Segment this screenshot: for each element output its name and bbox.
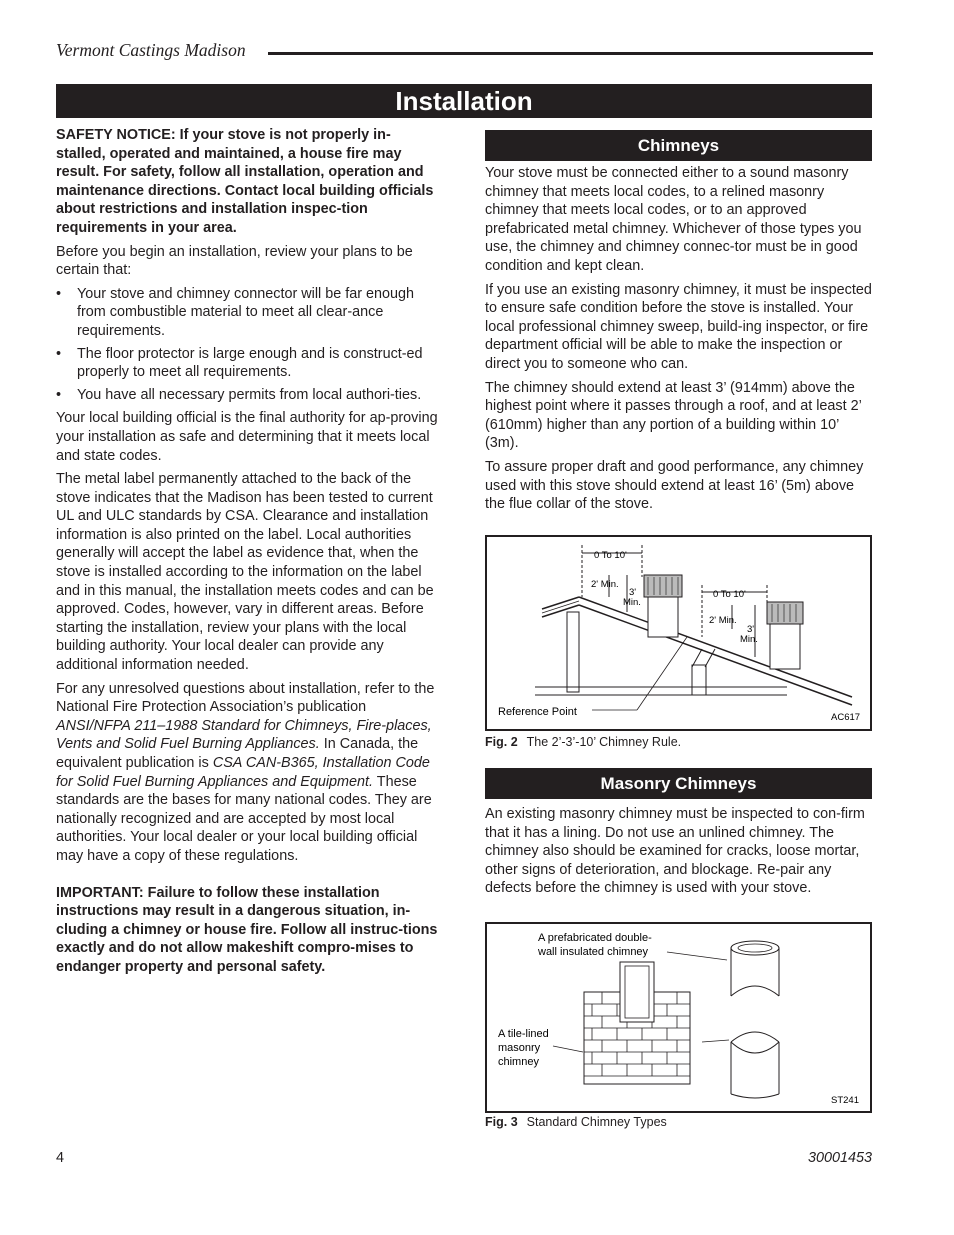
label-3-right: 3': [747, 624, 755, 635]
chimneys-paragraph-1: Your stove must be connected either to a sound masonry chimney that meets local codes, to a relined masonry chimney that meets local codes, or to an approved prefabricated metal chimney. Whichever of those types you use, the chimney and chimney connec-tor must be in good condition and kept clean.: [485, 165, 862, 274]
manual-title: Vermont Castings Madison: [56, 40, 246, 60]
label-reference-point: Reference Point: [498, 706, 577, 718]
label-min-left: Min.: [623, 597, 641, 608]
intro-paragraph: Before you begin an installation, review your plans to be certain that:: [56, 243, 413, 279]
label-3-left: 3': [629, 587, 637, 598]
figure-2-caption: Fig. 2 The 2’-3’-10’ Chimney Rule.: [485, 735, 682, 749]
header-rule: [268, 52, 873, 55]
label-0-to-10-left: 0 To 10': [594, 550, 627, 561]
requirements-list: [56, 285, 438, 405]
bullet-icon: •: [56, 386, 62, 403]
document-number: 30001453: [807, 1150, 872, 1166]
label-tile-line-2: masonry: [498, 1042, 541, 1054]
label-2-min-right: 2' Min.: [709, 615, 737, 626]
chimneys-paragraph-2: If you use an existing masonry chimney, it must be inspected to ensure safe condition before the stove is installed. Your local professional chimney sweep, build-ing inspector, or fire department official will be able to make the inspection or direct you to someone who can.: [485, 281, 872, 372]
page-number: 4: [56, 1150, 65, 1166]
section-title-installation: Installation: [56, 84, 872, 118]
list-item: • You have all necessary permits from local authori-ties.: [56, 386, 422, 403]
label-0-to-10-right: 0 To 10': [713, 589, 746, 600]
chimney-rule-diagram: [487, 537, 870, 729]
label-min-right: Min.: [740, 634, 758, 645]
label-paragraph: The metal label permanently attached to the back of the stove indicates that the Madison has been tested to current UL and ULC standards by CSA. Clearance and installation information is also printed on the label. Local authorities generally will accept the label as evidence that, when the stove is installed according to the information on the label and in this manual, the installation meets codes and can be approved. Codes, however, vary in different areas. Before starting the installation, review your plans with the local building authority. Your local dealer can provide any additional information needed.: [56, 471, 434, 674]
bullet-icon: •: [56, 285, 62, 302]
section-heading-masonry-chimneys: Masonry Chimneys: [485, 768, 872, 799]
chimney-types-diagram: [487, 924, 870, 1111]
safety-notice: SAFETY NOTICE: If your stove is not properly in-stalled, operated and maintained, a house fire may result. For safety, follow all installation, operation and maintenance directions. Contact local building officials about restrictions and installation inspec-tion requirements in your area.: [56, 127, 434, 236]
figure-chimney-rule: [485, 535, 872, 731]
list-item: • The floor protector is large enough and is construct-ed properly to meet all requirements.: [56, 345, 423, 381]
chimneys-paragraph-3: The chimney should extend at least 3’ (914mm) above the highest point where it passes through a roof, and at least 2’ (610mm) higher than any portion of a building within 10’ (3m).: [485, 379, 862, 452]
important-notice: IMPORTANT: Failure to follow these installation instructions may result in a dangerous situation, in-cluding a chimney or house fire. Follow all instruc-tions exactly and do not allow makeshift compro-mises to endanger property and personal safety.: [56, 884, 438, 975]
figure-3-caption: Fig. 3 Standard Chimney Types: [485, 1115, 667, 1129]
masonry-text: [485, 805, 872, 903]
figure-code: AC617: [831, 712, 861, 723]
chimneys-text: [485, 164, 872, 519]
bullet-icon: •: [56, 345, 62, 362]
official-paragraph: Your local building official is the final authority for ap-proving your installation as safe and determining that it meets local and state codes.: [56, 410, 438, 464]
left-column: [56, 126, 438, 982]
nfpa-paragraph: For any unresolved questions about installation, refer to the National Fire Protection Association’s publication ANSI/NFPA 211–1988 Standard for Chimneys, Fire-places, Vents and Solid Fuel Burning Appliances. In Canada, the equivalent publication is CSA CAN-B365, Installation Code for Solid Fuel Burning Appliances and Equipment. These standards are the bases for many national codes. They are nationally recognized and are accepted by most local authorities. Your local dealer or your local building official may have a copy of these regulations.: [56, 680, 435, 864]
label-prefab-line-2: wall insulated chimney: [538, 946, 649, 958]
label-2-min-left: 2' Min.: [591, 579, 619, 590]
chimneys-paragraph-4: To assure proper draft and good performance, any chimney used with this stove should extend at least 16’ (5m) above the flue collar of the stove.: [485, 458, 864, 513]
label-tile-line-3: chimney: [498, 1056, 539, 1068]
label-prefab-line-1: A prefabricated double-: [538, 932, 652, 944]
section-heading-chimneys: Chimneys: [485, 130, 872, 161]
list-item: • Your stove and chimney connector will be far enough from combustible material to meet all clear-ance requirements.: [56, 285, 415, 339]
figure-chimney-types: [485, 922, 872, 1113]
figure-code: ST241: [831, 1095, 859, 1106]
label-tile-line-1: A tile-lined: [498, 1028, 549, 1040]
masonry-paragraph: An existing masonry chimney must be inspected to con-firm that it has a lining. Do not use an unlined chimney. The chimney also should be examined for cracks, loose mortar, other signs of deterioration, and blockage. Re-pair any defects before the chimney is used with your stove.: [485, 806, 865, 897]
